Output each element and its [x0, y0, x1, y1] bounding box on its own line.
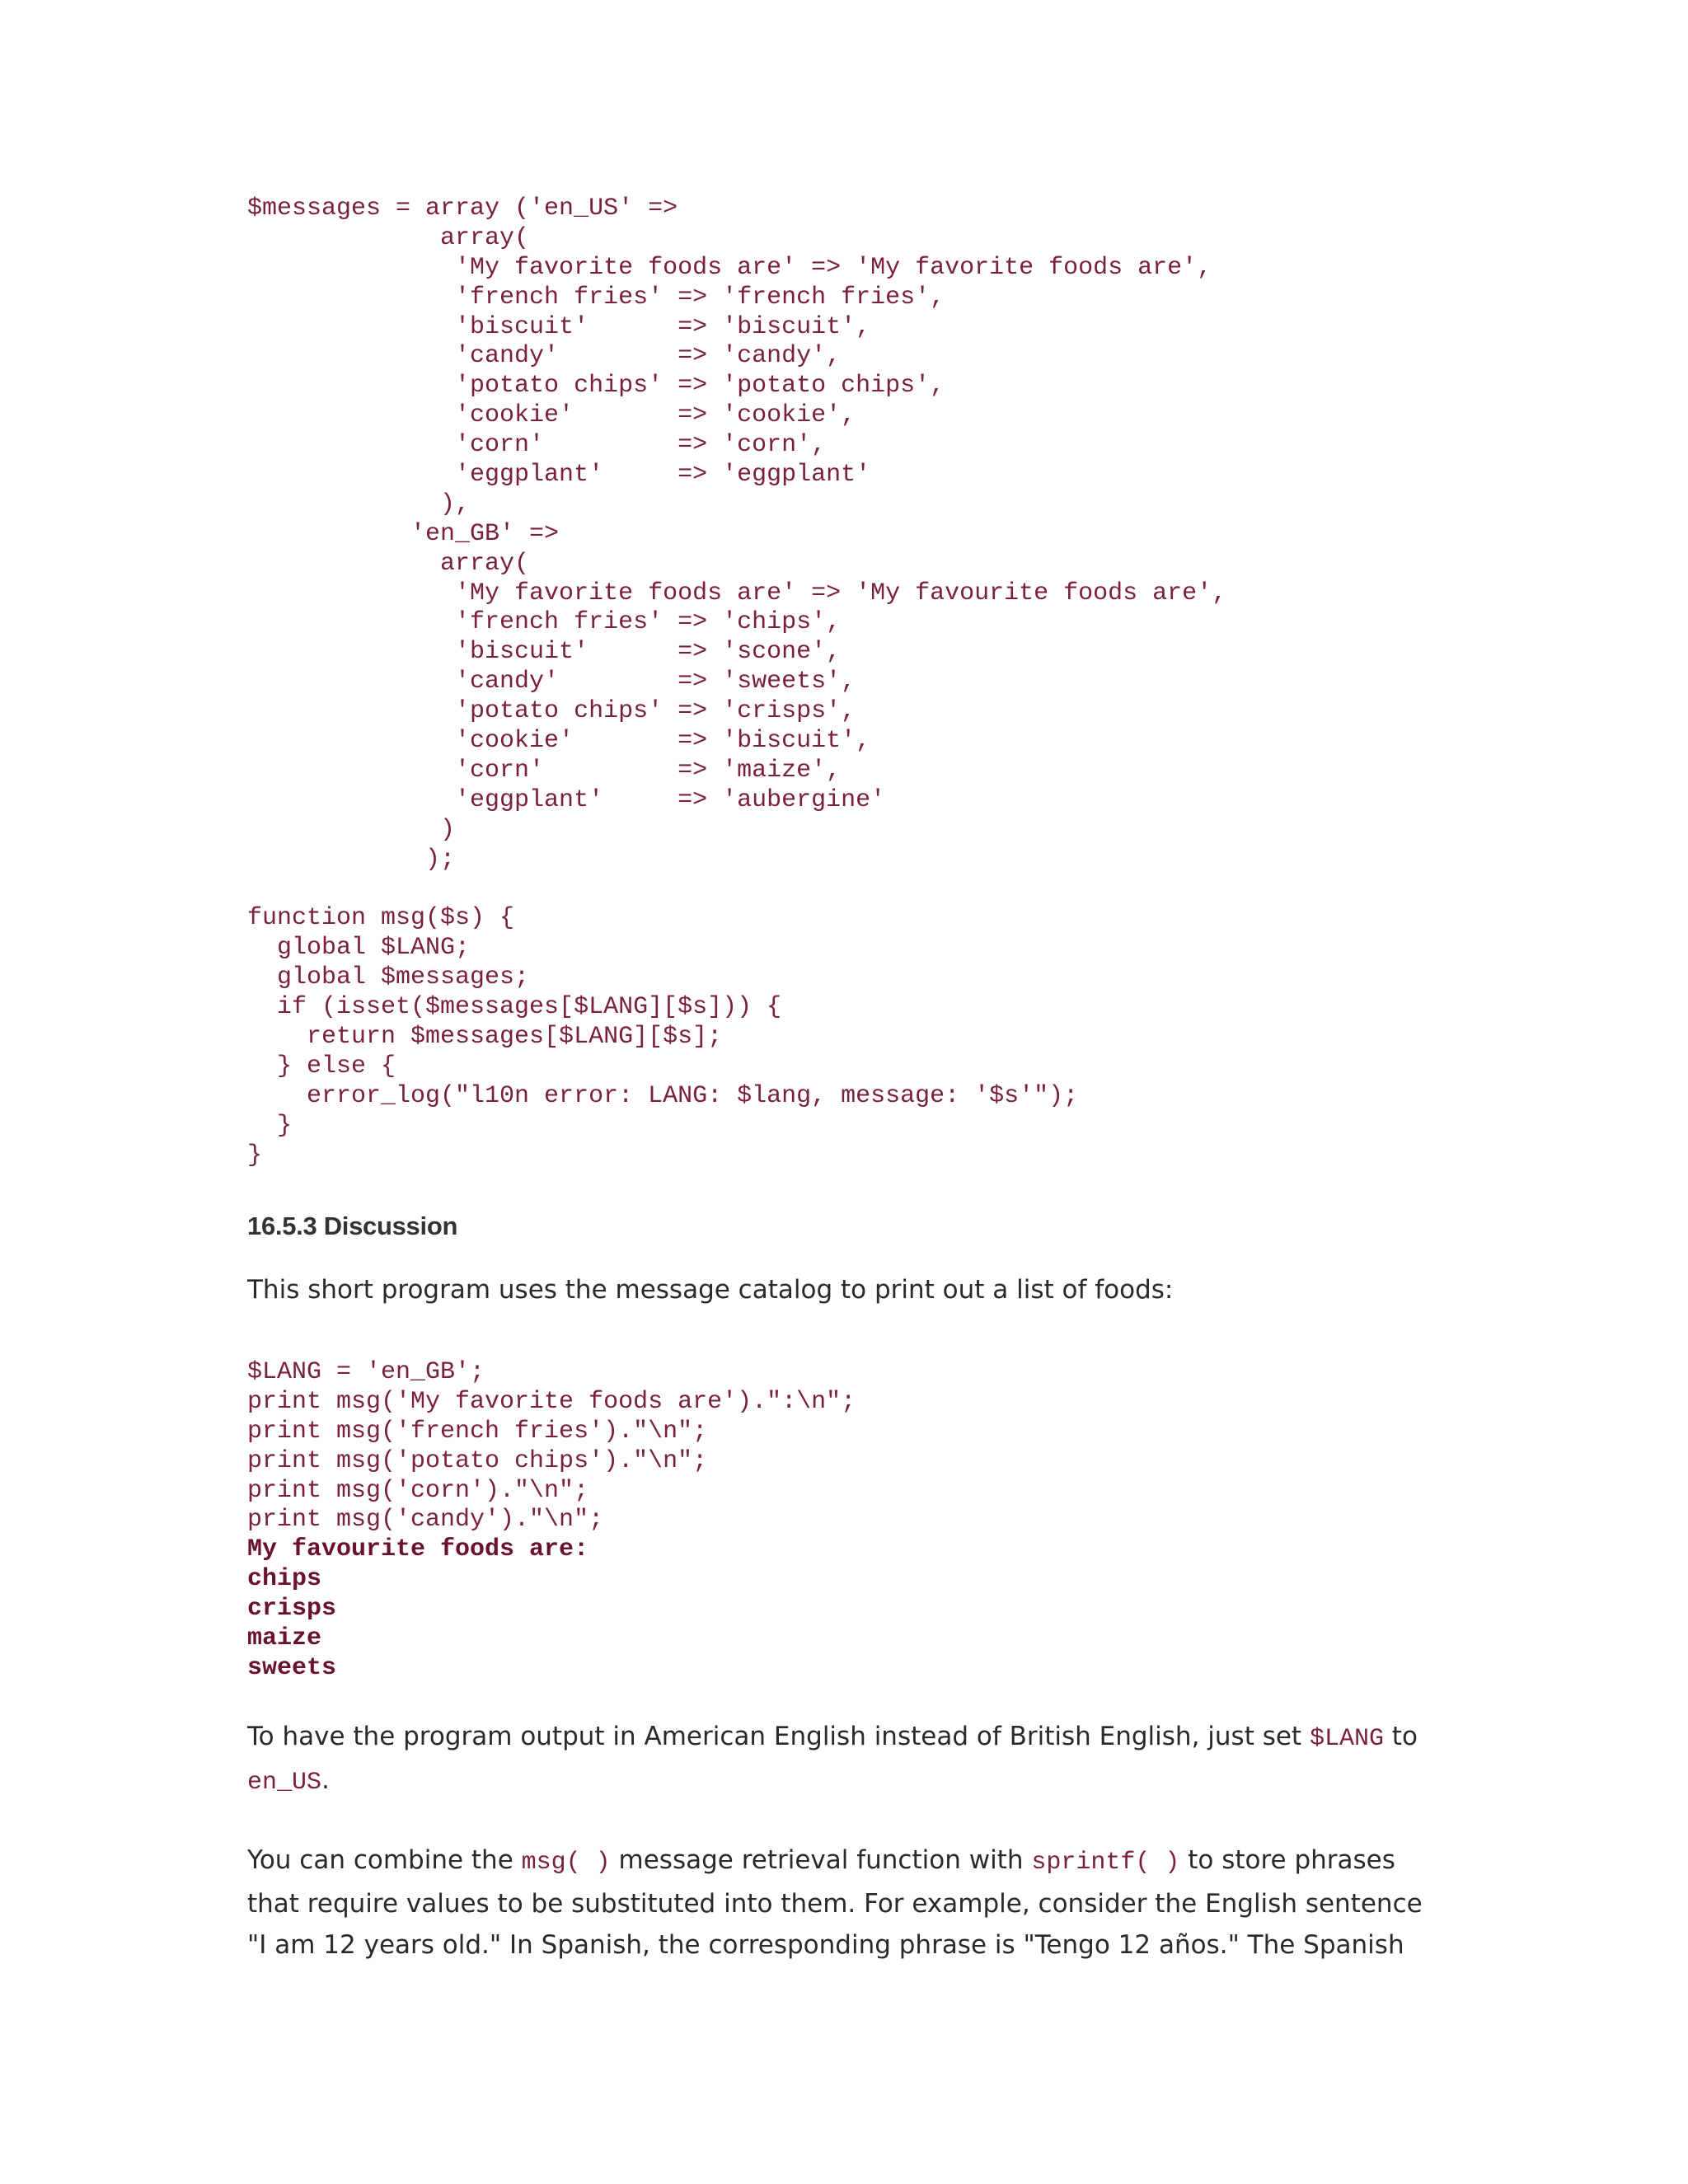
code-line: print msg('candy')."\n";: [247, 1506, 604, 1535]
code-line: 'biscuit' => 'scone',: [247, 638, 842, 667]
code-line: 'potato chips' => 'crisps',: [247, 697, 856, 726]
inline-code-msg: msg( ): [521, 1849, 611, 1877]
code-line: 'cookie' => 'cookie',: [247, 401, 856, 430]
paragraph-text: You can combine the: [247, 1845, 522, 1875]
code-line: global $LANG;: [247, 934, 471, 963]
code-line: 'candy' => 'sweets',: [247, 668, 856, 696]
code-line: 'cookie' => 'biscuit',: [247, 727, 871, 756]
code-output-line: maize: [247, 1624, 322, 1653]
code-output-line: chips: [247, 1565, 322, 1594]
code-line: if (isset($messages[$LANG][$s])) {: [247, 993, 782, 1022]
code-line: 'corn' => 'corn',: [247, 431, 827, 460]
code-line: function msg($s) {: [247, 904, 515, 933]
code-line: array(: [247, 223, 530, 252]
code-line: 'My favorite foods are' => 'My favourite foods are',: [247, 579, 1227, 607]
code-line: array(: [247, 549, 530, 578]
paragraph-text: .: [321, 1765, 330, 1795]
code-line: } else {: [247, 1052, 396, 1080]
code-line: );: [247, 845, 456, 874]
document-page: [247, 194, 1434, 1960]
paragraph-text: to store phrases that require values to be substituted into them. For example, consider the English sentence "I am 12 years old." In Spanish, the corresponding phrase is "Tengo 12 años." The Spanish: [247, 1845, 1423, 1960]
code-line: print msg('corn')."\n";: [247, 1476, 589, 1505]
paragraph-text: message retrieval function with: [610, 1845, 1032, 1875]
code-line: ): [247, 815, 456, 844]
inline-code-sprintf: sprintf( ): [1031, 1849, 1180, 1877]
paragraph-intro: This short program uses the message catalog to print out a list of foods:: [247, 1275, 1174, 1305]
code-line: 'corn' => 'maize',: [247, 756, 842, 785]
code-line: }: [247, 1111, 293, 1140]
code-output-line: sweets: [247, 1653, 337, 1682]
code-line: print msg('My favorite foods are').":\n";: [247, 1387, 856, 1416]
code-line: 'eggplant' => 'eggplant': [247, 461, 871, 490]
code-output-line: crisps: [247, 1595, 337, 1624]
section-heading: 16.5.3 Discussion: [247, 1212, 458, 1240]
code-line: 'potato chips' => 'potato chips',: [247, 372, 945, 401]
code-output-line: My favourite foods are:: [247, 1535, 589, 1564]
paragraph-text: To have the program output in American English instead of British English, just set: [247, 1722, 1310, 1751]
code-line: ),: [247, 490, 471, 518]
inline-code-lang: $LANG: [1309, 1725, 1384, 1753]
code-line: return $messages[$LANG][$s];: [247, 1022, 723, 1051]
code-line: 'en_GB' =>: [247, 519, 560, 548]
code-line: }: [247, 1141, 263, 1169]
paragraph-lang-note: [247, 1716, 1434, 1803]
code-line: 'candy' => 'candy',: [247, 342, 842, 371]
code-line: [247, 874, 1434, 904]
code-line: 'biscuit' => 'biscuit',: [247, 312, 871, 341]
code-line: print msg('french fries')."\n";: [247, 1417, 708, 1446]
code-line: 'french fries' => 'french fries',: [247, 283, 945, 312]
code-block-messages-array: [247, 194, 1434, 1170]
paragraph-sprintf: [247, 1840, 1434, 1966]
code-line: $LANG = 'en_GB';: [247, 1358, 485, 1386]
code-line: 'french fries' => 'chips',: [247, 608, 842, 637]
code-line: print msg('potato chips')."\n";: [247, 1446, 708, 1475]
code-block-example: [247, 1358, 856, 1684]
code-line: 'My favorite foods are' => 'My favorite foods are',: [247, 253, 1212, 282]
code-line: 'eggplant' => 'aubergine': [247, 785, 886, 814]
code-line: error_log("l10n error: LANG: $lang, message: '$s'");: [247, 1081, 1079, 1110]
code-line: global $messages;: [247, 963, 530, 992]
inline-code-en-us: en_US: [247, 1769, 322, 1797]
paragraph-text: to: [1383, 1722, 1418, 1751]
code-line: $messages = array ('en_US' =>: [247, 194, 678, 223]
